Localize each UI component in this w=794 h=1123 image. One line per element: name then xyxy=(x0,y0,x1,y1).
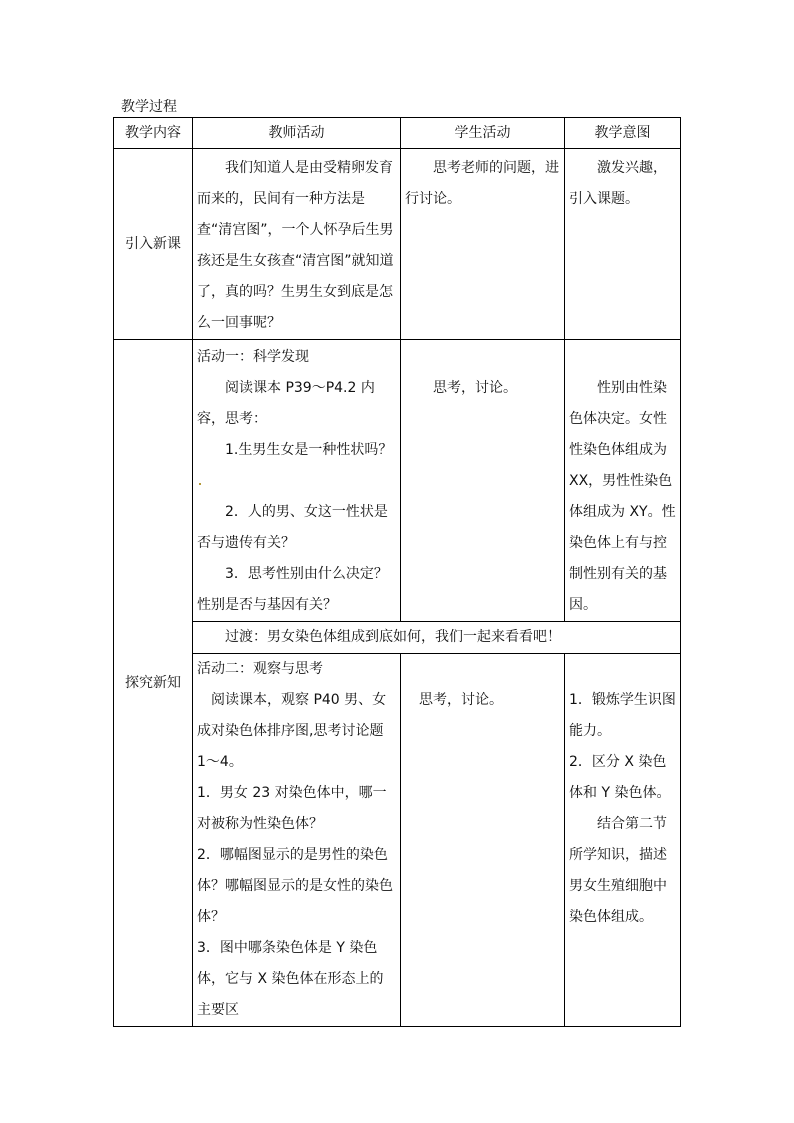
activity2-q1: 1．男女 23 对染色体中，哪一对被称为性染色体？ xyxy=(197,785,387,832)
row-intro-content: 引入新课 xyxy=(114,149,193,340)
activity2-intent-1: 1．锻炼学生识图能力。 xyxy=(569,692,676,739)
header-teacher: 教师活动 xyxy=(193,118,401,149)
intro-student-text: 思考老师的问题，进行讨论。 xyxy=(405,160,559,207)
row-intro xyxy=(114,149,681,340)
intro-intent-text: 激发兴趣，引入课题。 xyxy=(569,160,667,207)
intro-teacher-text: 我们知道人是由受精卵发育而来的，民间有一种方法是查“清宫图”，一个人怀孕后生男孩还是生女孩查“清宫图”就知道了，真的吗？生男生女到底是怎么一回事呢？ xyxy=(197,160,394,331)
header-row xyxy=(114,118,681,149)
activity1-student-text: 思考，讨论。 xyxy=(433,380,517,396)
transition-text: 过渡：男女染色体组成到底如何，我们一起来看看吧！ xyxy=(225,629,561,645)
stray-dot xyxy=(199,483,201,485)
header-intent: 教学意图 xyxy=(565,118,681,149)
activity2-intent-2: 2．区分 X 染色体和 Y 染色体。 xyxy=(569,754,671,801)
row-transition xyxy=(114,622,681,654)
activity1-q2: 2．人的男、女这一性状是否与遗传有关？ xyxy=(197,504,388,551)
activity2-q3: 3．图中哪条染色体是 Y 染色体，它与 X 染色体在形态上的主要区 xyxy=(197,940,384,1018)
row-intro-student xyxy=(401,149,565,340)
activity2-intro: 阅读课本，观察 P40 男、女成对染色体排序图,思考讨论题 1～4。 xyxy=(197,692,387,770)
row-activity1 xyxy=(114,340,681,622)
activity2-student xyxy=(401,654,565,1027)
activity1-title: 活动一：科学发现 xyxy=(197,349,309,365)
header-content: 教学内容 xyxy=(114,118,193,149)
activity1-intent xyxy=(565,340,681,622)
activity1-q1: 1.生男生女是一种性状吗？ xyxy=(225,442,393,458)
lesson-table xyxy=(113,117,681,1027)
activity1-q3: 3．思考性别由什么决定？性别是否与基因有关？ xyxy=(197,566,388,613)
activity1-intro: 阅读课本 P39～P4.2 内容，思考： xyxy=(197,380,375,427)
row-explore-content: 探究新知 xyxy=(114,340,193,1027)
activity2-q2: 2．哪幅图显示的是男性的染色体？哪幅图显示的是女性的染色体？ xyxy=(197,847,393,925)
row-intro-teacher xyxy=(193,149,401,340)
activity2-teacher xyxy=(193,654,401,1027)
section-caption: 教学过程 xyxy=(121,99,177,115)
activity1-student xyxy=(401,340,565,622)
activity2-title: 活动二：观察与思考 xyxy=(197,661,323,677)
activity1-intent-text: 性别由性染色体决定。女性性染色体组成为 XX，男性性染色体组成为 XY。性染色体上有与控制性别有关的基因。 xyxy=(569,380,676,613)
transition-cell xyxy=(193,622,681,654)
header-student: 学生活动 xyxy=(401,118,565,149)
row-intro-intent xyxy=(565,149,681,340)
row-activity2 xyxy=(114,654,681,1027)
activity1-spacer xyxy=(197,466,396,497)
activity2-intent-3: 结合第二节所学知识，描述男女生殖细胞中染色体组成。 xyxy=(569,816,667,925)
activity1-teacher xyxy=(193,340,401,622)
activity2-intent xyxy=(565,654,681,1027)
activity2-student-text: 思考，讨论。 xyxy=(419,692,503,708)
